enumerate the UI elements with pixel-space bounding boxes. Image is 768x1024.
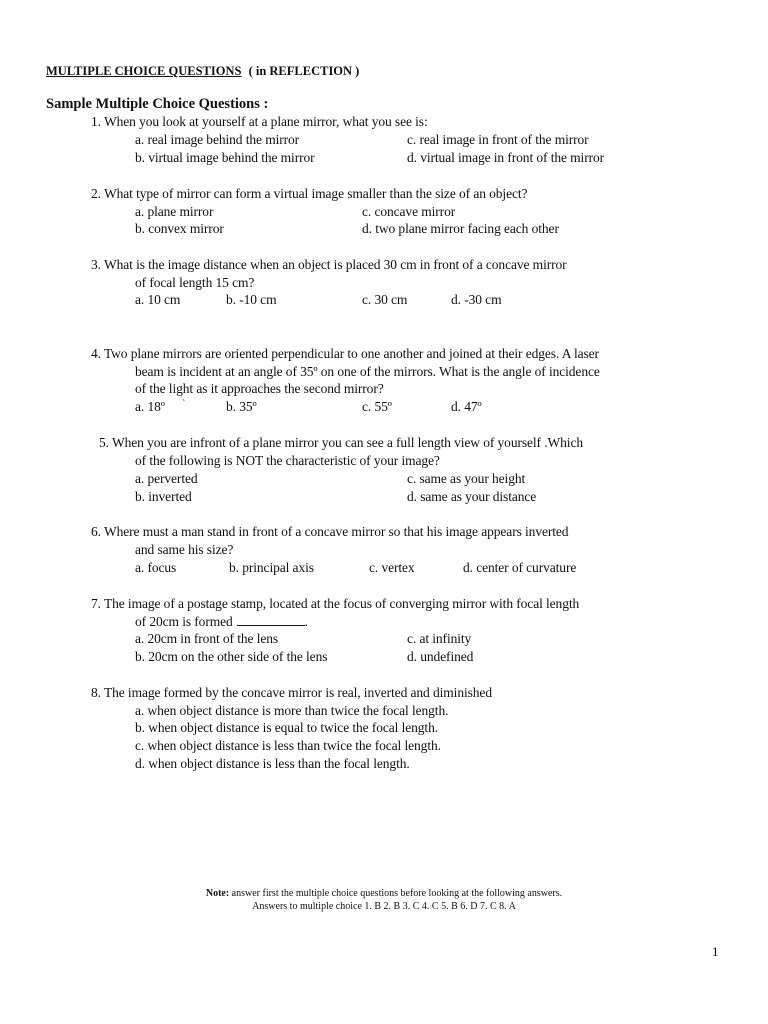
question-7-stem-text: of 20cm is formed	[135, 614, 233, 629]
question-8-option-d: d. when object distance is less than the focal length.	[135, 756, 410, 771]
question-8-option-b: b. when object distance is equal to twice the focal length.	[135, 720, 438, 735]
question-2-option-d: d. two plane mirror facing each other	[362, 221, 559, 236]
question-6-option-b: b. principal axis	[229, 560, 314, 575]
question-5-option-b: b. inverted	[135, 489, 192, 504]
question-3-stem-line-1: 3. What is the image distance when an object is placed 30 cm in front of a concave mirror	[91, 257, 567, 272]
question-4-option-a: a. 18º	[135, 399, 165, 414]
question-1-option-d: d. virtual image in front of the mirror	[407, 150, 605, 165]
question-3-option-d: d. -30 cm	[451, 292, 502, 307]
question-7-stem-line-2	[135, 613, 308, 630]
page-title	[46, 64, 359, 79]
question-2-option-a: a. plane mirror	[135, 204, 214, 219]
question-6-option-d: d. center of curvature	[463, 560, 577, 575]
question-6-option-a: a. focus	[135, 560, 177, 575]
answer-key: Answers to multiple choice 1. B 2. B 3. C 4. C 5. B 6. D 7. C 8. A	[252, 901, 516, 912]
question-7-option-d: d. undefined	[407, 649, 474, 664]
question-6-stem-line-1: 6. Where must a man stand in front of a concave mirror so that his image appears inverted	[91, 524, 569, 539]
section-heading: Sample Multiple Choice Questions :	[46, 96, 269, 112]
question-3-stem-line-2: of focal length 15 cm?	[135, 275, 255, 290]
question-8-option-a: a. when object distance is more than twice the focal length.	[135, 703, 449, 718]
question-5-stem-line-1: 5. When you are infront of a plane mirror you can see a full length view of yourself .Which	[99, 435, 583, 450]
question-7-option-a: a. 20cm in front of the lens	[135, 631, 279, 646]
question-7-stem-line-1: 7. The image of a postage stamp, located at the focus of converging mirror with focal length	[91, 596, 580, 611]
question-7-option-b: b. 20cm on the other side of the lens	[135, 649, 328, 664]
title-main: MULTIPLE CHOICE QUESTIONS	[46, 64, 242, 78]
question-4-option-c: c. 55º	[362, 399, 392, 414]
question-8-option-c: c. when object distance is less than twice the focal length.	[135, 738, 441, 753]
question-5-option-d: d. same as your distance	[407, 489, 537, 504]
question-4-stem-line-2: beam is incident at an angle of 35º on one of the mirrors. What is the angle of incidence	[135, 364, 600, 379]
note-label: Note:	[205, 888, 230, 899]
blank-period: .	[304, 614, 308, 629]
question-5-option-c: c. same as your height	[407, 471, 526, 486]
question-6-stem-line-2: and same his size?	[135, 542, 234, 557]
note-text: answer first the multiple choice questions before looking at the following answers.	[229, 888, 563, 899]
footer-note	[0, 888, 768, 900]
answer-blank	[237, 613, 305, 626]
question-1-stem: 1. When you look at yourself at a plane mirror, what you see is:	[91, 114, 428, 129]
page-number: 1	[712, 944, 719, 959]
question-3-option-b: b. -10 cm	[226, 292, 277, 307]
title-topic: ( in REFLECTION )	[248, 64, 360, 78]
question-1-option-a: a. real image behind the mirror	[135, 132, 300, 147]
question-1-option-b: b. virtual image behind the mirror	[135, 150, 315, 165]
question-2-stem: 2. What type of mirror can form a virtual image smaller than the size of an object?	[91, 186, 528, 201]
question-7-option-c: c. at infinity	[407, 631, 472, 646]
stray-mark: `	[182, 399, 186, 410]
question-5-option-a: a. perverted	[135, 471, 198, 486]
question-4-stem-line-3: of the light as it approaches the second mirror?	[135, 381, 384, 396]
question-4-option-b: b. 35º	[226, 399, 257, 414]
question-5-stem-line-2: of the following is NOT the characteristic of your image?	[135, 453, 440, 468]
question-1-option-c: c. real image in front of the mirror	[407, 132, 589, 147]
question-3-option-c: c. 30 cm	[362, 292, 408, 307]
question-2-option-b: b. convex mirror	[135, 221, 224, 236]
question-6-option-c: c. vertex	[369, 560, 415, 575]
question-4-option-d: d. 47º	[451, 399, 482, 414]
question-3-option-a: a. 10 cm	[135, 292, 181, 307]
question-4-stem-line-1: 4. Two plane mirrors are oriented perpendicular to one another and joined at their edges. A laser	[91, 346, 599, 361]
question-2-option-c: c. concave mirror	[362, 204, 456, 219]
question-8-stem: 8. The image formed by the concave mirror is real, inverted and diminished	[91, 685, 492, 700]
